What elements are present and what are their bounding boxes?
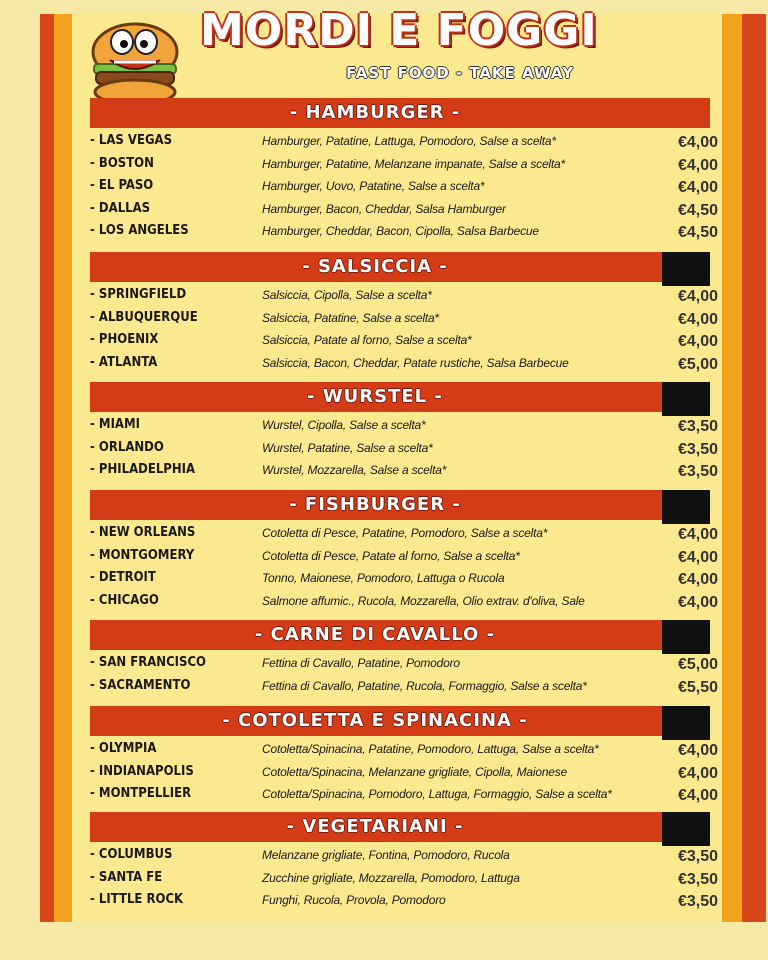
section-header: [90, 252, 710, 282]
menu-right-strip: [742, 14, 766, 922]
menu-item-name: - SAN FRANCISCO: [90, 655, 206, 670]
menu-item: [90, 889, 720, 911]
menu-item-name: - NEW ORLEANS: [90, 525, 196, 540]
menu-item-price: €4,00: [677, 179, 718, 196]
menu-item: [90, 284, 720, 306]
menu-item-desc: Cotoletta/Spinacina, Melanzane grigliate, Cipolla, Maionese: [262, 764, 568, 779]
menu-item-name: - SPRINGFIELD: [90, 287, 187, 302]
menu-item-desc: Tonno, Maionese, Pomodoro, Lattuga o Rucola: [262, 571, 505, 585]
menu-item: [90, 153, 720, 175]
menu-item-desc: Cotoletta/Spinacina, Patatine, Pomodoro, Lattuga, Salse a scelta*: [262, 742, 599, 756]
menu-item-price: €3,50: [677, 463, 718, 480]
menu-item-name: - OLYMPIA: [90, 741, 157, 756]
menu-item-price: €4,00: [677, 787, 718, 804]
menu-item-desc: Wurstel, Patatine, Salse a scelta*: [262, 440, 433, 455]
menu-item: [90, 414, 720, 436]
menu-item: [90, 652, 720, 674]
section-header: [90, 620, 710, 650]
menu-item: [90, 590, 720, 612]
menu-item-price: €3,50: [677, 440, 718, 458]
section-price-box: [662, 620, 710, 654]
menu-item-desc: Hamburger, Bacon, Cheddar, Salsa Hamburger: [262, 201, 506, 216]
restaurant-title: MORDI E FOGGI: [200, 5, 598, 56]
section-header: [90, 812, 710, 842]
menu-item: [90, 329, 720, 351]
menu-item-desc: Fettina di Cavallo, Patatine, Rucola, Formaggio, Salse a scelta*: [262, 678, 587, 693]
menu-item-price: €4,00: [677, 134, 718, 151]
section-title: - VEGETARIANI -: [286, 816, 464, 837]
menu-item-desc: Salsiccia, Cipolla, Salse a scelta*: [262, 288, 432, 302]
section-title: - SALSICCIA -: [302, 256, 448, 277]
menu-item-name: - ATLANTA: [90, 354, 158, 370]
menu-item: [90, 738, 720, 760]
menu-item-price: €3,50: [677, 418, 718, 435]
menu-item-name: - MONTPELLIER: [90, 786, 192, 801]
menu-item-price: €4,00: [677, 156, 718, 174]
menu-item-name: - INDIANAPOLIS: [90, 763, 194, 779]
menu-item: [90, 198, 720, 220]
menu-item: [90, 459, 720, 481]
menu-item-desc: Salsiccia, Patatine, Salse a scelta*: [262, 310, 439, 325]
menu-item-desc: Salmone affumic., Rucola, Mozzarella, Olio extrav. d'oliva, Sale: [262, 593, 585, 608]
menu-item-desc: Cotoletta di Pesce, Patate al forno, Salse a scelta*: [262, 548, 520, 563]
menu-item-desc: Fettina di Cavallo, Patatine, Pomodoro: [262, 656, 460, 670]
menu-item-price: €4,00: [677, 333, 718, 350]
menu-item-name: - PHILADELPHIA: [90, 462, 196, 477]
menu-item-desc: Hamburger, Uovo, Patatine, Salse a scelta*: [262, 179, 485, 193]
section-price-box: [662, 252, 710, 286]
menu-item-price: €5,50: [677, 678, 718, 696]
menu-item-name: - PHOENIX: [90, 332, 159, 347]
section-title: - FISHBURGER -: [289, 494, 461, 515]
menu-item-name: - MONTGOMERY: [90, 547, 195, 563]
menu-item-name: - ALBUQUERQUE: [90, 309, 198, 325]
menu-item-price: €3,50: [677, 848, 718, 865]
menu-item-price: €5,00: [677, 656, 718, 673]
menu-item-price: €4,00: [677, 310, 718, 328]
section-header: [90, 382, 710, 412]
menu-item-desc: Cotoletta di Pesce, Patatine, Pomodoro, Salse a scelta*: [262, 526, 548, 540]
menu-item-desc: Wurstel, Mozzarella, Salse a scelta*: [262, 463, 447, 477]
menu-item-price: €5,00: [677, 355, 718, 373]
menu-item-price: €4,50: [677, 201, 718, 219]
menu-item-name: - EL PASO: [90, 178, 154, 193]
menu-item-price: €3,50: [677, 870, 718, 888]
menu-item-price: €4,00: [677, 548, 718, 566]
menu-item-price: €4,00: [677, 593, 718, 611]
menu-item-name: - CHICAGO: [90, 592, 159, 608]
section-price-box: [662, 382, 710, 416]
menu-item-desc: Cotoletta/Spinacina, Pomodoro, Lattuga, Formaggio, Salse a scelta*: [262, 787, 612, 801]
menu-item: [90, 175, 720, 197]
menu-item: [90, 437, 720, 459]
menu-item-desc: Wurstel, Cipolla, Salse a scelta*: [262, 418, 426, 432]
menu-item: [90, 307, 720, 329]
menu-item-desc: Hamburger, Cheddar, Bacon, Cipolla, Salsa Barbecue: [262, 224, 539, 238]
menu-item-desc: Salsiccia, Patate al forno, Salse a scelta*: [262, 333, 472, 347]
menu-item-name: - MIAMI: [90, 417, 140, 432]
section-price-box: [662, 812, 710, 846]
section-header: [90, 490, 710, 520]
menu-item-price: €4,00: [677, 288, 718, 305]
menu-item: [90, 844, 720, 866]
menu-item: [90, 220, 720, 242]
menu-item: [90, 783, 720, 805]
menu-item: [90, 130, 720, 152]
menu-item-price: €4,00: [677, 571, 718, 588]
menu-item-name: - ORLANDO: [90, 439, 164, 455]
menu-item-name: - DALLAS: [90, 200, 151, 216]
menu-item: [90, 867, 720, 889]
menu-item-name: - SACRAMENTO: [90, 677, 191, 693]
restaurant-subtitle: FAST FOOD - TAKE AWAY: [346, 64, 574, 82]
section-title: - CARNE DI CAVALLO -: [254, 624, 496, 645]
section-price-box: [662, 490, 710, 524]
section-title: - WURSTEL -: [307, 386, 443, 407]
menu-item-name: - BOSTON: [90, 155, 154, 171]
menu-item-price: €4,00: [677, 526, 718, 543]
menu-item-name: - LAS VEGAS: [90, 133, 173, 148]
menu-item-price: €4,00: [677, 742, 718, 759]
menu-item: [90, 545, 720, 567]
menu-item-desc: Melanzane grigliate, Fontina, Pomodoro, Rucola: [262, 848, 510, 862]
section-title: - HAMBURGER -: [289, 102, 461, 123]
menu-item-price: €4,00: [677, 764, 718, 782]
menu-item: [90, 761, 720, 783]
section-header: [90, 706, 710, 736]
section-price-box: [662, 706, 710, 740]
menu-item: [90, 522, 720, 544]
menu-item-desc: Zucchine grigliate, Mozzarella, Pomodoro, Lattuga: [262, 870, 520, 885]
menu-item-name: - LITTLE ROCK: [90, 892, 184, 907]
menu-item-name: - COLUMBUS: [90, 847, 173, 862]
section-title: - COTOLETTA E SPINACINA -: [222, 710, 528, 731]
menu-item: [90, 352, 720, 374]
menu-item: [90, 567, 720, 589]
burger-mascot-icon: [80, 12, 190, 112]
menu-item-desc: Hamburger, Patatine, Lattuga, Pomodoro, Salse a scelta*: [262, 134, 556, 148]
menu-item: [90, 675, 720, 697]
menu-item-desc: Hamburger, Patatine, Melanzane impanate, Salse a scelta*: [262, 156, 565, 171]
section-header: [90, 98, 710, 128]
menu-item-name: - DETROIT: [90, 570, 156, 585]
menu-item-price: €4,50: [677, 224, 718, 241]
menu-item-desc: Funghi, Rucola, Provola, Pomodoro: [262, 893, 446, 907]
menu-item-name: - SANTA FE: [90, 869, 163, 885]
menu-item-name: - LOS ANGELES: [90, 223, 189, 238]
menu-item-price: €3,50: [677, 893, 718, 910]
menu-item-desc: Salsiccia, Bacon, Cheddar, Patate rustiche, Salsa Barbecue: [262, 355, 569, 370]
